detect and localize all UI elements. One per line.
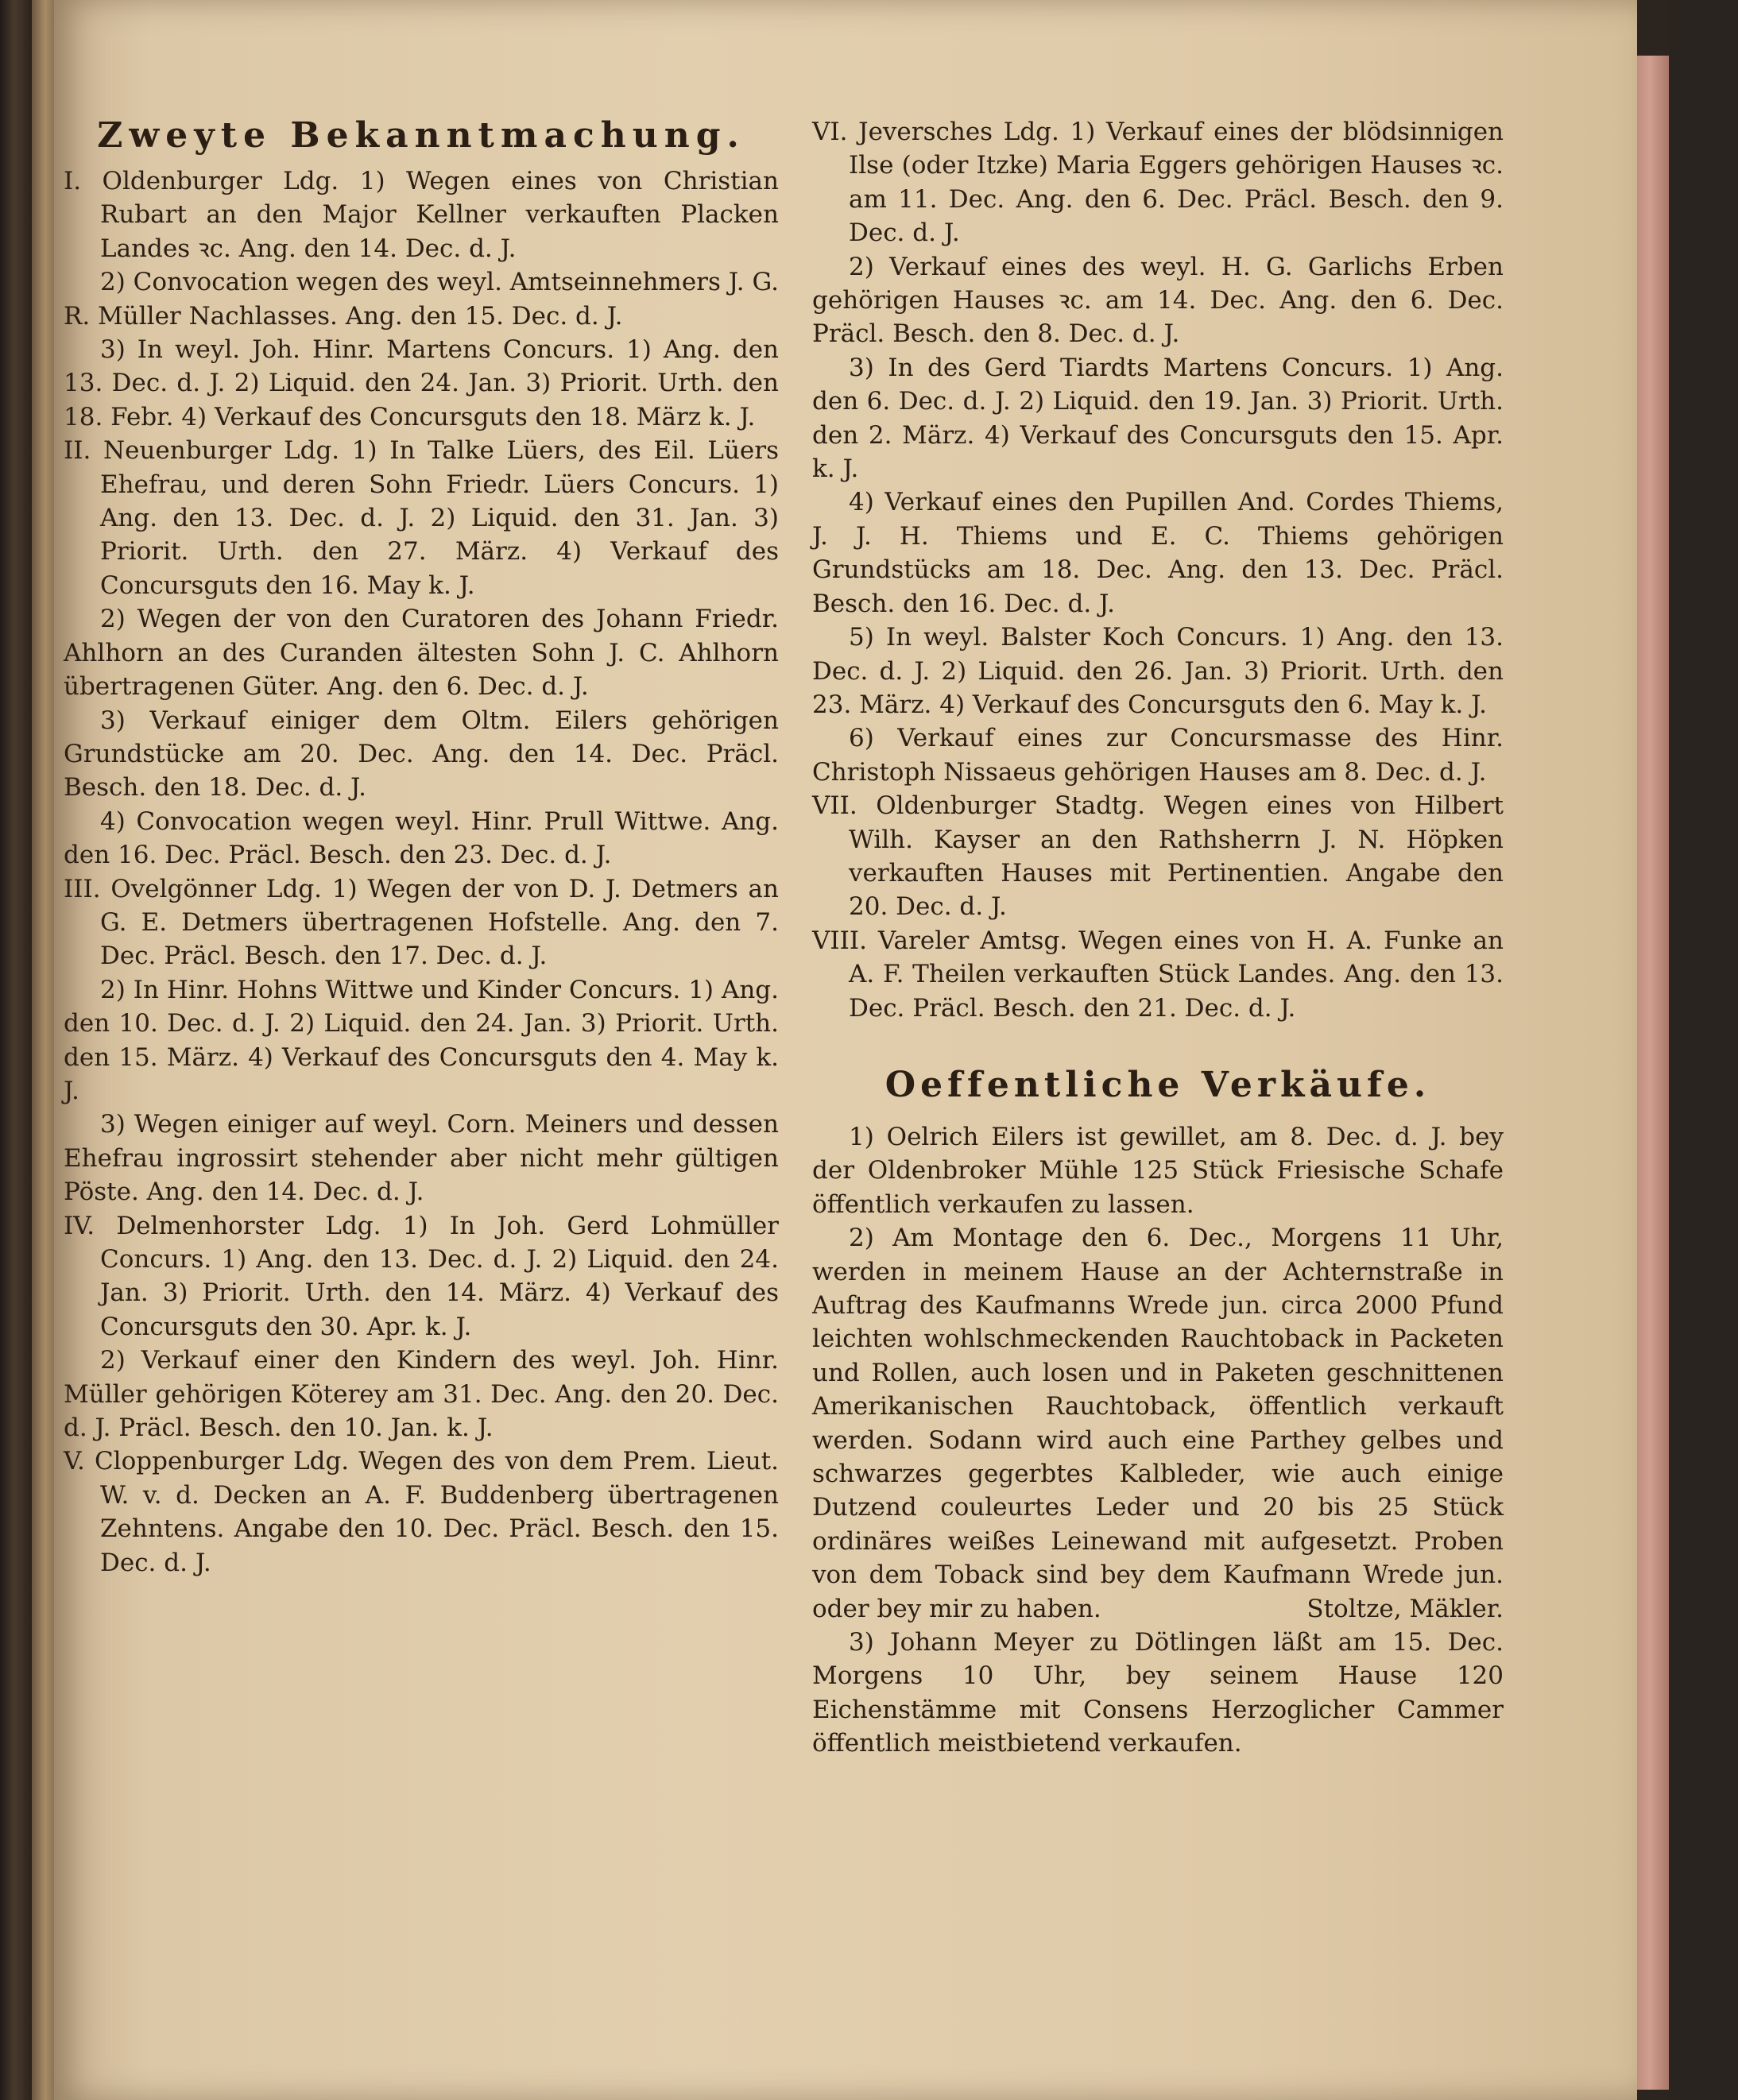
sale-notice-text: 2) Am Montage den 6. Dec., Morgens 11 Uhr, werden in meinem Hause an der Achternstraße in Auftrag des Kaufmanns Wrede jun. circa 2000 Pfund leichten wohlschmeckenden Rauchtoback in Packeten und Rollen, auch losen und in Paketen geschnittenen Amerikanischen Rauchtoback, öffentlich verkauft werden. Sodann wird auch eine Parthey gelbes und schwarzes gegerbtes Kalbleder, wie auch einige Dutzend couleurtes Leder und 20 bis 25 Stück ordinäres weißes Leinewand mit aufgesetzt. Proben von dem Toback sind bey dem Kaufmann Wrede jun. oder bey mir zu haben. — [812, 1224, 1504, 1623]
paragraph: VI. Jeversches Ldg. 1) Verkauf eines der blödsinnigen Ilse (oder Itzke) Maria Eggers gehörigen Hauses ꝛc. am 11. Dec. Ang. den 6. Dec. Präcl. Besch. den 9. Dec. d. J. — [812, 118, 1504, 248]
left-column — [64, 115, 779, 1580]
paragraph: 6) Verkauf eines zur Concursmasse des Hinr. Christoph Nissaeus gehörigen Hauses am 8. Dec. d. J. — [812, 724, 1504, 787]
book-spine — [0, 0, 32, 2100]
paragraph: 2) Wegen der von den Curatoren des Johann Friedr. Ahlhorn an des Curanden ältesten Sohn J. C. Ahlhorn übertragenen Güter. Ang. den 6. Dec. d. J. — [64, 605, 779, 702]
right-column — [812, 115, 1504, 1761]
sale-notice: 3) Johann Meyer zu Dötlingen läßt am 15. Dec. Morgens 10 Uhr, bey seinem Hause 120 Eichenstämme mit Consens Herzoglicher Cammer öffentlich meistbietend verkaufen. — [812, 1628, 1504, 1758]
section-heading: Zweyte Bekanntmachung. — [97, 115, 745, 156]
paragraph: 4) Verkauf eines den Pupillen And. Cordes Thiems, J. J. H. Thiems und E. C. Thiems gehörigen Grundstücks am 18. Dec. Ang. den 13. Dec. Präcl. Besch. den 16. Dec. d. J. — [812, 488, 1504, 618]
sale-notice: 1) Oelrich Eilers ist gewillet, am 8. Dec. d. J. bey der Oldenbroker Mühle 125 Stück Friesische Schafe öffentlich verkaufen zu lassen. — [812, 1122, 1504, 1219]
paragraph: IV. Delmenhorster Ldg. 1) In Joh. Gerd Lohmüller Concurs. 1) Ang. den 13. Dec. d. J. 2) Liquid. den 24. Jan. 3) Priorit. Urth. den 14. März. 4) Verkauf des Concursguts den 30. Apr. k. J. — [64, 1211, 779, 1341]
paragraph: 3) Wegen einiger auf weyl. Corn. Meiners und dessen Ehefrau ingrossirt stehender aber nicht mehr gültigen Pöste. Ang. den 14. Dec. d. J. — [64, 1110, 779, 1207]
paragraph: 3) Verkauf einiger dem Oltm. Eilers gehörigen Grundstücke am 20. Dec. Ang. den 14. Dec. Präcl. Besch. den 18. Dec. d. J. — [64, 706, 779, 802]
paragraph: 2) In Hinr. Hohns Wittwe und Kinder Concurs. 1) Ang. den 10. Dec. d. J. 2) Liquid. den 24. Jan. 3) Priorit. Urth. den 15. März. 4) Verkauf des Concursguts den 4. May k. J. — [64, 975, 779, 1105]
paragraph: III. Ovelgönner Ldg. 1) Wegen der von D. J. Detmers an G. E. Detmers übertragenen Hofstelle. Ang. den 7. Dec. Präcl. Besch. den 17. Dec. d. J. — [64, 874, 779, 971]
paragraph: 5) In weyl. Balster Koch Concurs. 1) Ang. den 13. Dec. d. J. 2) Liquid. den 26. Jan. 3) Priorit. Urth. den 23. März. 4) Verkauf des Concursguts den 6. May k. J. — [812, 623, 1504, 719]
paragraph: 2) Verkauf eines des weyl. H. G. Garlichs Erben gehörigen Hauses ꝛc. am 14. Dec. Ang. den 6. Dec. Präcl. Besch. den 8. Dec. d. J. — [812, 252, 1504, 349]
paragraph: I. Oldenburger Ldg. 1) Wegen eines von Christian Rubart an den Major Kellner verkauften Placken Landes ꝛc. Ang. den 14. Dec. d. J. — [64, 167, 779, 263]
paragraph: 3) In weyl. Joh. Hinr. Martens Concurs. 1) Ang. den 13. Dec. d. J. 2) Liquid. den 24. Jan. 3) Priorit. Urth. den 18. Febr. 4) Verkauf des Concursguts den 18. März k. J. — [64, 335, 779, 431]
paragraph: V. Cloppenburger Ldg. Wegen des von dem Prem. Lieut. W. v. d. Decken an A. F. Buddenberg übertragenen Zehntens. Angabe den 10. Dec. Präcl. Besch. den 15. Dec. d. J. — [64, 1447, 779, 1577]
section-heading-public-sales: Oeffentliche Verkäufe. — [884, 1064, 1431, 1105]
paragraph: VIII. Vareler Amtsg. Wegen eines von H. A. Funke an A. F. Theilen verkauften Stück Landes. Ang. den 13. Dec. Präcl. Besch. den 21. Dec. d. J. — [812, 926, 1504, 1023]
paragraph: VII. Oldenburger Stadtg. Wegen eines von Hilbert Wilh. Kayser an den Rathsherrn J. N. Höpken verkauften Hauses mit Pertinentien. Angabe den 20. Dec. d. J. — [812, 791, 1504, 922]
paragraph: 3) In des Gerd Tiardts Martens Concurs. 1) Ang. den 6. Dec. d. J. 2) Liquid. den 19. Jan. 3) Priorit. Urth. den 2. März. 4) Verkauf des Concursguts den 15. Apr. k. J. — [812, 353, 1504, 484]
sale-notice — [812, 1221, 1504, 1626]
background-right — [1669, 0, 1738, 2100]
signature: Stoltze, Mäkler. — [1306, 1594, 1504, 1623]
paragraph: 2) Convocation wegen des weyl. Amtseinnehmers J. G. R. Müller Nachlasses. Ang. den 15. Dec. d. J. — [64, 268, 779, 331]
paragraph: 2) Verkauf einer den Kindern des weyl. Joh. Hinr. Müller gehörigen Köterey am 31. Dec. Ang. den 20. Dec. d. J. Präcl. Besch. den 10. Jan. k. J. — [64, 1346, 779, 1443]
page-stack-edge — [1637, 56, 1669, 2090]
paragraph: II. Neuenburger Ldg. 1) In Talke Lüers, des Eil. Lüers Ehefrau, und deren Sohn Friedr. Lüers Concurs. 1) Ang. den 13. Dec. d. J. 2) Liquid. den 31. Jan. 3) Priorit. Urth. den 27. März. 4) Verkauf des Concursguts den 16. May k. J. — [64, 436, 779, 600]
previous-page-edge — [32, 0, 54, 2100]
paragraph: 4) Convocation wegen weyl. Hinr. Prull Wittwe. Ang. den 16. Dec. Präcl. Besch. den 23. Dec. d. J. — [64, 806, 779, 870]
